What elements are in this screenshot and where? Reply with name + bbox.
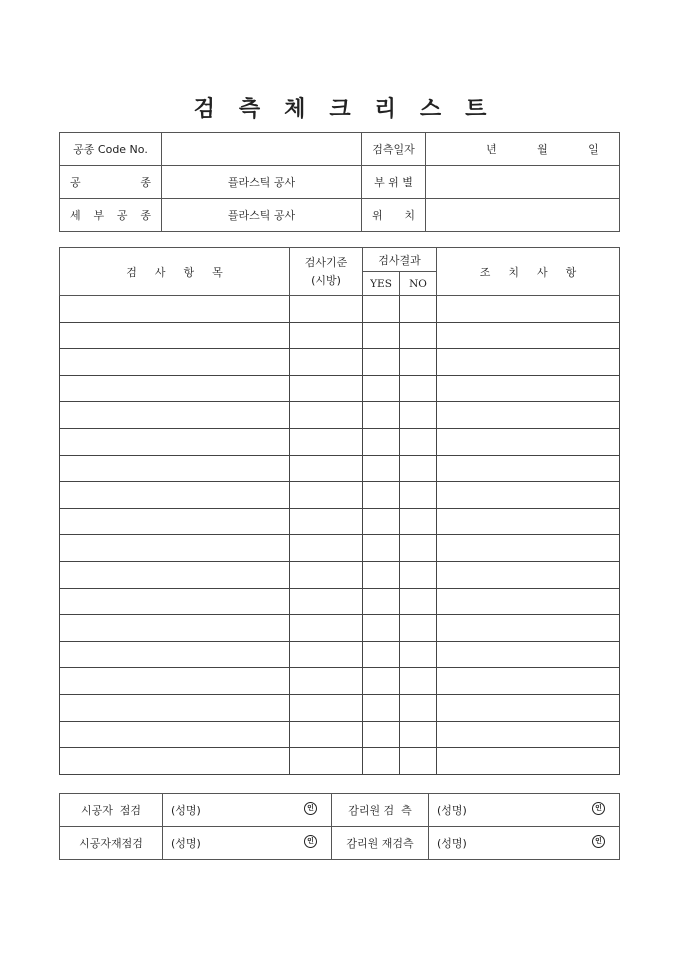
header-char: 사 [154,265,166,279]
signature-row [60,794,620,827]
table-row [60,641,620,668]
action-cell[interactable] [437,375,620,402]
no-cell[interactable] [400,322,437,349]
supervisor-reinspection-signature-field[interactable] [429,827,620,860]
header-char: 사 [537,265,548,279]
header-char: 치 [508,265,520,279]
item-cell[interactable] [60,615,290,642]
item-cell[interactable] [60,561,290,588]
action-cell[interactable] [437,721,620,748]
no-cell[interactable] [400,588,437,615]
yes-cell[interactable] [363,322,400,349]
seal-icon: 인 [304,835,317,848]
part-label: 부 위 별 [362,166,426,199]
signature-table [59,793,620,860]
item-cell[interactable] [60,508,290,535]
action-cell[interactable] [437,615,620,642]
standard-header [290,248,363,296]
yes-cell[interactable] [363,668,400,695]
title-char: 크 [329,96,351,122]
label-part: 종 [140,176,151,189]
title-char: 측 [238,96,261,122]
table-row [60,561,620,588]
table-row [60,508,620,535]
table-row [60,322,620,349]
yes-cell[interactable] [363,296,400,323]
label-part: 종 [140,209,151,222]
location-field[interactable] [426,199,620,232]
header-row [60,248,620,272]
name-placeholder: (성명) [437,804,467,817]
standard-cell[interactable] [290,428,363,455]
table-row [60,721,620,748]
item-cell[interactable] [60,482,290,509]
standard-cell[interactable] [290,721,363,748]
item-cell[interactable] [60,296,290,323]
no-cell[interactable] [400,615,437,642]
standard-cell[interactable] [290,508,363,535]
contractor-signature-field[interactable] [163,794,332,827]
yes-cell[interactable] [363,455,400,482]
supervisor-inspection-label: 감리원 검 측 [332,794,429,827]
label-part: 치 [404,209,415,222]
action-cell[interactable] [437,535,620,562]
action-cell[interactable] [437,561,620,588]
yes-cell[interactable] [363,721,400,748]
no-cell[interactable] [400,641,437,668]
sub-work-type-label [60,199,162,232]
standard-header-line2: (시방) [311,273,341,287]
no-cell[interactable] [400,694,437,721]
inspection-date-field[interactable] [426,133,620,166]
sub-work-type-field[interactable]: 플라스틱 공사 [162,199,362,232]
table-row [60,455,620,482]
standard-cell[interactable] [290,375,363,402]
name-placeholder: (성명) [171,804,201,817]
yes-cell[interactable] [363,588,400,615]
seal-icon: 인 [592,835,605,848]
no-cell[interactable] [400,508,437,535]
info-row-work-type [60,166,620,199]
title-char: 검 [193,96,215,122]
standard-cell[interactable] [290,748,363,775]
title-char: 스 [419,96,442,122]
yes-cell[interactable] [363,428,400,455]
no-cell[interactable] [400,402,437,429]
work-type-label [60,166,162,199]
yes-cell[interactable] [363,694,400,721]
item-cell[interactable] [60,748,290,775]
no-cell[interactable] [400,375,437,402]
header-char: 조 [479,265,491,279]
header-char: 항 [565,265,577,279]
contractor-inspection-label: 시공자 점검 [60,794,163,827]
inspection-date-label: 검측일자 [362,133,426,166]
info-table [59,132,620,232]
yes-cell[interactable] [363,402,400,429]
table-row [60,482,620,509]
standard-cell[interactable] [290,455,363,482]
part-field[interactable] [426,166,620,199]
yes-cell[interactable] [363,748,400,775]
item-cell[interactable] [60,721,290,748]
action-cell[interactable] [437,296,620,323]
label-part: 세 [70,209,81,222]
no-cell[interactable] [400,455,437,482]
action-cell[interactable] [437,482,620,509]
table-row [60,588,620,615]
label-part: 공 [116,209,128,222]
code-field[interactable] [162,133,362,166]
action-cell[interactable] [437,641,620,668]
item-cell[interactable] [60,588,290,615]
yes-cell[interactable] [363,375,400,402]
month-label: 월 [537,143,548,156]
checklist-table [59,247,620,775]
table-row [60,535,620,562]
action-cell[interactable] [437,694,620,721]
label-part: 공 [70,176,81,189]
table-row [60,428,620,455]
table-row [60,296,620,323]
no-header: NO [400,272,437,296]
seal-icon: 인 [592,802,605,815]
yes-cell[interactable] [363,349,400,376]
standard-cell[interactable] [290,535,363,562]
no-cell[interactable] [400,748,437,775]
item-cell[interactable] [60,535,290,562]
contractor-reinspection-signature-field[interactable] [163,827,332,860]
yes-header: YES [363,272,400,296]
item-cell[interactable] [60,375,290,402]
day-label: 일 [588,143,599,156]
action-cell[interactable] [437,402,620,429]
header-char: 목 [212,265,223,279]
standard-cell[interactable] [290,668,363,695]
seal-icon: 인 [304,802,317,815]
standard-cell[interactable] [290,349,363,376]
item-cell[interactable] [60,455,290,482]
table-row [60,694,620,721]
table-row [60,615,620,642]
action-cell[interactable] [437,508,620,535]
title-char: 체 [284,96,306,122]
item-cell[interactable] [60,322,290,349]
action-cell[interactable] [437,349,620,376]
yes-cell[interactable] [363,535,400,562]
title-char: 트 [465,96,487,122]
table-row [60,402,620,429]
table-row [60,375,620,402]
no-cell[interactable] [400,349,437,376]
standard-cell[interactable] [290,561,363,588]
document-title [0,92,680,123]
standard-cell[interactable] [290,322,363,349]
table-row [60,668,620,695]
action-header [437,248,620,296]
standard-header-line1: 검사기준 [304,255,348,269]
item-header [60,248,290,296]
table-row [60,349,620,376]
item-cell[interactable] [60,641,290,668]
no-cell[interactable] [400,561,437,588]
contractor-reinspection-label: 시공자재점검 [60,827,163,860]
action-cell[interactable] [437,322,620,349]
supervisor-reinspection-label: 감리원 재검측 [332,827,429,860]
standard-cell[interactable] [290,641,363,668]
standard-cell[interactable] [290,402,363,429]
item-cell[interactable] [60,694,290,721]
item-cell[interactable] [60,668,290,695]
standard-cell[interactable] [290,482,363,509]
signature-row [60,827,620,860]
item-cell[interactable] [60,428,290,455]
yes-cell[interactable] [363,508,400,535]
item-cell[interactable] [60,402,290,429]
no-cell[interactable] [400,428,437,455]
code-label: 공종 Code No. [60,133,162,166]
yes-cell[interactable] [363,482,400,509]
info-row-code [60,133,620,166]
action-cell[interactable] [437,455,620,482]
work-type-field[interactable]: 플라스틱 공사 [162,166,362,199]
action-cell[interactable] [437,748,620,775]
location-label [362,199,426,232]
action-cell[interactable] [437,668,620,695]
action-cell[interactable] [437,588,620,615]
no-cell[interactable] [400,668,437,695]
yes-cell[interactable] [363,615,400,642]
title-char: 리 [374,96,396,122]
standard-cell[interactable] [290,694,363,721]
action-cell[interactable] [437,428,620,455]
standard-cell[interactable] [290,296,363,323]
no-cell[interactable] [400,721,437,748]
info-row-sub-work-type [60,199,620,232]
header-char: 항 [183,265,195,279]
yes-cell[interactable] [363,561,400,588]
no-cell[interactable] [400,535,437,562]
standard-cell[interactable] [290,615,363,642]
header-char: 검 [126,265,137,279]
name-placeholder: (성명) [171,837,201,850]
no-cell[interactable] [400,296,437,323]
name-placeholder: (성명) [437,837,467,850]
label-part: 부 [93,209,105,222]
table-row [60,748,620,775]
yes-cell[interactable] [363,641,400,668]
supervisor-signature-field[interactable] [429,794,620,827]
standard-cell[interactable] [290,588,363,615]
no-cell[interactable] [400,482,437,509]
item-cell[interactable] [60,349,290,376]
label-part: 위 [372,209,383,222]
year-label: 년 [486,143,497,156]
result-header: 검사결과 [363,248,437,272]
